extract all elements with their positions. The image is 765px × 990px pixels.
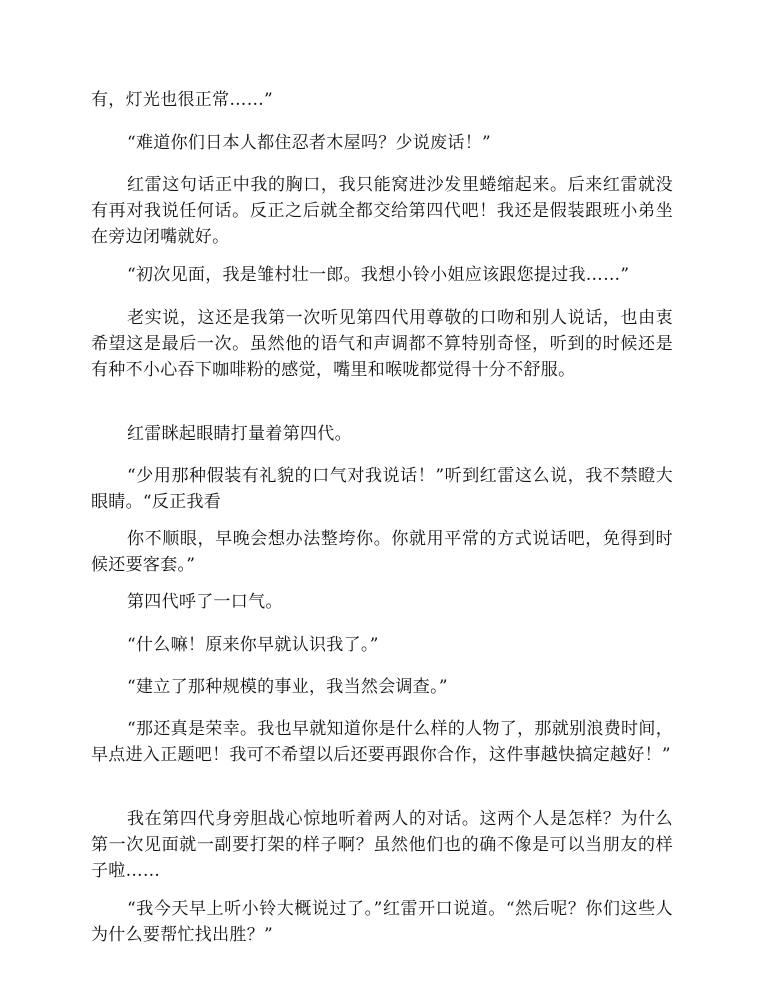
paragraph-9: 第四代呼了一口气。 <box>127 592 283 612</box>
paragraph-14: “我今天早上听小铃大概说过了。”红雷开口说道。“然后呢？你们这些人为什么要帮忙找出胜？” <box>91 899 673 945</box>
paragraph-2: “难道你们日本人都住忍者木屋吗？少说废话！” <box>127 133 491 153</box>
paragraph-1: 有，灯光也很正常……” <box>91 90 273 110</box>
paragraph-13: 我在第四代身旁胆战心惊地听着两人的对话。这两个人是怎样？为什么第一次见面就一副要打架的样子啊？虽然他们也的确不像是可以当朋友的样子啦…… <box>91 809 673 881</box>
paragraph-11: “建立了那种规模的事业，我当然会调查。” <box>127 677 448 697</box>
paragraph-8: 你不顺眼，早晚会想办法整垮你。你就用平常的方式说话吧，免得到时候还要客套。” <box>91 529 673 575</box>
paragraph-12: “那还真是荣幸。我也早就知道你是什么样的人物了，那就别浪费时间，早点进入正题吧！我可不希望以后还要再跟你合作，这件事越快搞定越好！” <box>91 719 673 765</box>
paragraph-6: 红雷眯起眼睛打量着第四代。 <box>127 424 352 444</box>
paragraph-3: 红雷这句话正中我的胸口，我只能窝进沙发里蜷缩起来。后来红雷就没有再对我说任何话。反正之后就全都交给第四代吧！我还是假装跟班小弟坐在旁边闭嘴就好。 <box>91 175 673 247</box>
paragraph-5: 老实说，这还是我第一次听见第四代用尊敬的口吻和别人说话，也由衷希望这是最后一次。虽然他的语气和声调都不算特别奇怪，听到的时候还是有种不小心吞下咖啡粉的感觉，嘴里和喉咙都觉得十分不舒服。 <box>91 308 673 380</box>
paragraph-10: “什么嘛！原来你早就认识我了。” <box>127 635 379 655</box>
paragraph-4: “初次见面，我是雏村壮一郎。我想小铃小姐应该跟您提过我……” <box>127 265 630 285</box>
paragraph-7: “少用那种假装有礼貌的口气对我说话！”听到红雷这么说，我不禁瞪大眼睛。“反正我看 <box>91 466 673 512</box>
